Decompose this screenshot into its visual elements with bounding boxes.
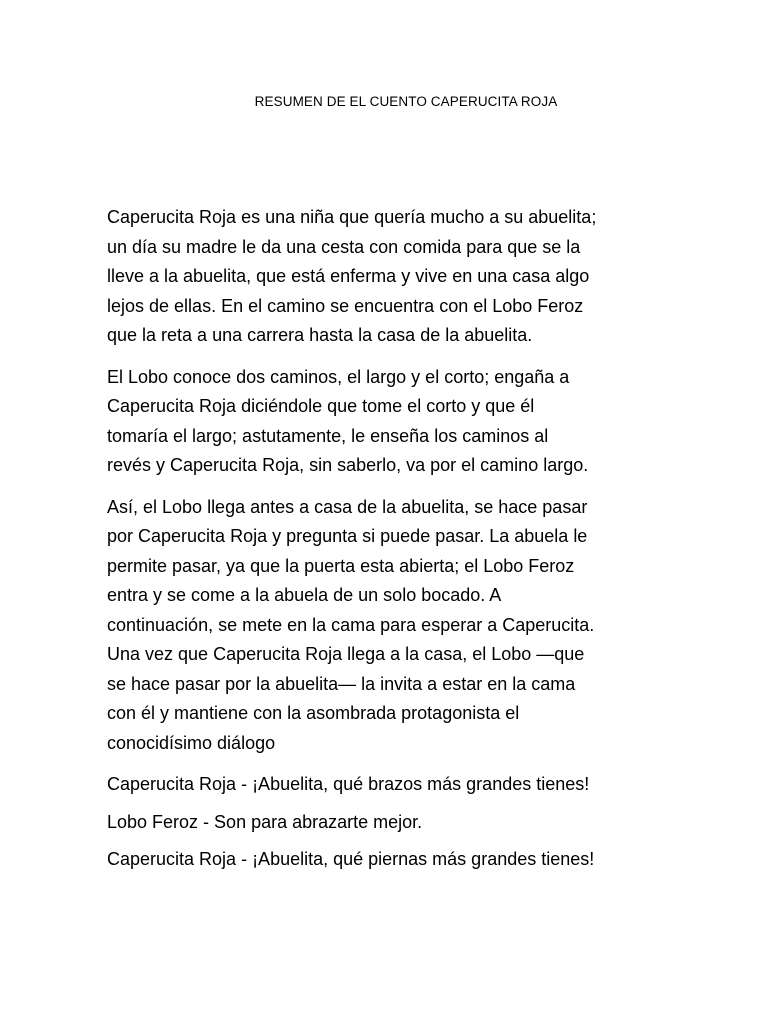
text-line: continuación, se mete en la cama para esperar a Caperucita. — [107, 614, 595, 635]
text-line: por Caperucita Roja y pregunta si puede pasar. La abuela le — [107, 526, 588, 546]
paragraph-1 — [107, 203, 667, 351]
text-line: El Lobo conoce dos caminos, el largo y el corto; engaña a — [107, 366, 570, 387]
text-line: que la reta a una carrera hasta la casa de la abuelita. — [107, 325, 533, 345]
text-line: Caperucita Roja - ¡Abuelita, qué brazos más grandes tienes! — [107, 774, 590, 794]
text-line: conocidísimo diálogo — [107, 732, 276, 753]
text-line: Lobo Feroz - Son para abrazarte mejor. — [107, 811, 423, 832]
text-line: Una vez que Caperucita Roja llega a la casa, el Lobo —que — [107, 644, 585, 664]
text-line: revés y Caperucita Roja, sin saberlo, va por el camino largo. — [107, 455, 589, 475]
text-line: Caperucita Roja diciéndole que tome el corto y que él — [107, 396, 535, 416]
dialog-line-2 — [107, 808, 667, 838]
dialog-line-3 — [107, 845, 667, 875]
text-line: lleve a la abuelita, que está enferma y vive en una casa algo — [107, 266, 590, 286]
text-line: entra y se come a la abuela de un solo bocado. A — [107, 585, 502, 605]
text-line: Así, el Lobo llega antes a casa de la abuelita, se hace pasar — [107, 496, 588, 517]
text-line: se hace pasar por la abuelita— la invita a estar en la cama — [107, 673, 576, 694]
text-line: un día su madre le da una cesta con comida para que se la — [107, 236, 581, 257]
document-title: RESUMEN DE EL CUENTO CAPERUCITA ROJA — [254, 94, 558, 109]
text-line: tomaría el largo; astutamente, le enseña los caminos al — [107, 425, 549, 446]
dialog-line-1 — [107, 770, 667, 800]
text-line: permite pasar, ya que la puerta esta abierta; el Lobo Feroz — [107, 555, 575, 576]
text-line: con él y mantiene con la asombrada protagonista el — [107, 703, 520, 723]
text-line: lejos de ellas. En el camino se encuentra con el Lobo Feroz — [107, 295, 584, 316]
paragraph-2 — [107, 363, 667, 481]
document-body — [107, 203, 667, 883]
paragraph-3 — [107, 493, 667, 759]
text-line: Caperucita Roja - ¡Abuelita, qué piernas más grandes tienes! — [107, 849, 595, 869]
text-line: Caperucita Roja es una niña que quería mucho a su abuelita; — [107, 207, 597, 227]
